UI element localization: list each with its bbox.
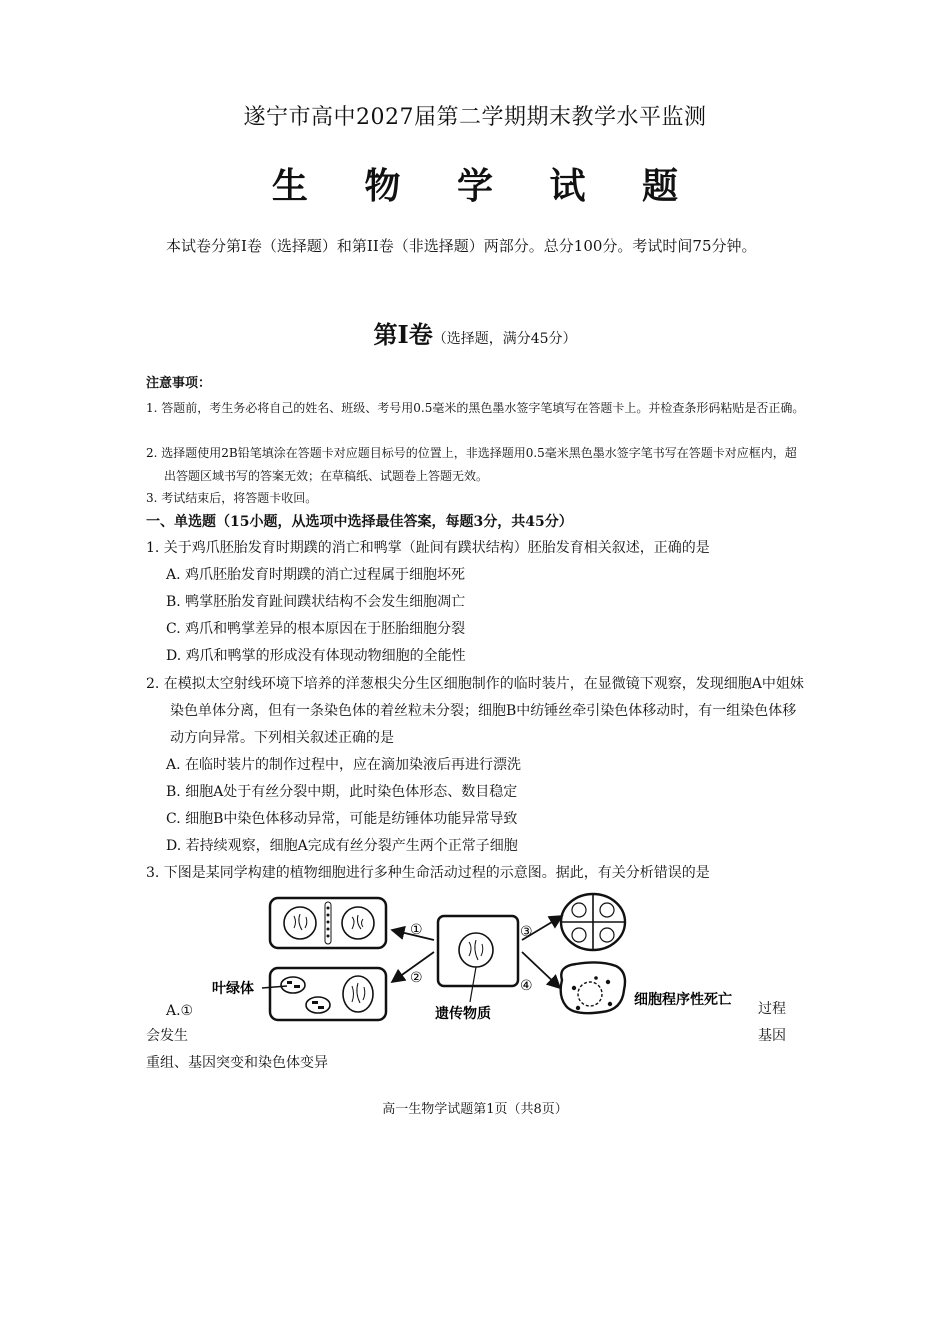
q3-option-a-start: A.① <box>166 1003 194 1019</box>
apoptotic-cell <box>561 962 625 1013</box>
page-footer: 高一生物学试题第1页（共8页） <box>382 1102 568 1117</box>
note-item: 1. 答题前，考生务必将自己的姓名、班级、考号用0.5毫米的黑色墨水签字笔填写在答题卡上。并检查条形码粘贴是否正确。 <box>146 401 805 415</box>
mitosis-cell <box>270 898 386 948</box>
volume-heading <box>0 315 950 350</box>
question-option: C. 鸡爪和鸭掌差异的根本原因在于胚胎细胞分裂 <box>166 621 466 637</box>
q3-option-a-fragment: 过程 <box>758 1001 786 1017</box>
process-number-4: ④ <box>520 978 533 994</box>
note-item: 3. 考试结束后，将答题卡收回。 <box>146 491 318 505</box>
chloroplast-cell <box>270 968 386 1020</box>
q3-option-a-fragment: 会发生 <box>146 1028 188 1044</box>
volume-subtitle: （选择题，满分45分） <box>432 331 577 347</box>
process-number-3: ③ <box>520 924 533 940</box>
apoptosis-label: 细胞程序性死亡 <box>634 992 732 1008</box>
section-title: 一、单选题（15小题，从选项中选择最佳答案，每题3分，共45分） <box>146 514 573 530</box>
school-exam-title: 遂宁市高中2027届第二学期期末教学水平监测 <box>243 105 707 130</box>
q3-option-a-fragment: 基因 <box>758 1028 786 1044</box>
question-option: B. 鸭掌胚胎发育趾间蹼状结构不会发生细胞凋亡 <box>166 594 466 610</box>
subject-title: 生 物 学 试 题 <box>271 165 701 207</box>
question-option: B. 细胞A处于有丝分裂中期，此时染色体形态、数目稳定 <box>166 784 518 800</box>
q3-option-a-fragment: 重组、基因突变和染色体变异 <box>146 1055 328 1071</box>
question-option: C. 细胞B中染色体移动异常，可能是纺锤体功能异常导致 <box>166 811 518 827</box>
question-stem: 2. 在模拟太空射线环境下培养的洋葱根尖分生区细胞制作的临时装片，在显微镜下观察，发现细胞A中姐妹染色单体分离，但有一条染色体的着丝粒未分裂；细胞B中纺锤丝牵引染色体移动时，有一组染色体移动方向异常。下列相关叙述正确的是 <box>146 676 804 746</box>
volume-title: 第Ⅰ卷 <box>373 320 433 349</box>
process-number-1: ① <box>410 922 423 938</box>
question-stem: 3. 下图是某同学构建的植物细胞进行多种生命活动过程的示意图。据此，有关分析错误的是 <box>146 865 710 881</box>
intro-paragraph: 本试卷分第Ⅰ卷（选择题）和第II卷（非选择题）两部分。总分100分。考试时间75分钟。 <box>166 237 757 255</box>
process-number-2: ② <box>410 970 423 986</box>
cell-process-diagram <box>200 890 732 1030</box>
question-option: A. 在临时装片的制作过程中，应在滴加染液后再进行漂洗 <box>166 757 522 773</box>
chloroplast-label: 叶绿体 <box>212 981 254 997</box>
question-option: D. 若持续观察，细胞A完成有丝分裂产生两个正常子细胞 <box>166 838 518 854</box>
four-cell-group <box>561 894 625 950</box>
note-item: 2. 选择题使用2B铅笔填涂在答题卡对应题目标号的位置上，非选择题用0.5毫米黑色墨水签字笔书写在答题卡对应框内，超出答题区域书写的答案无效；在草稿纸、试题卷上答题无效。 <box>146 446 797 483</box>
center-cell <box>438 916 518 986</box>
genetic-material-label: 遗传物质 <box>435 1006 491 1022</box>
question-option: A. 鸡爪胚胎发育时期蹼的消亡过程属于细胞坏死 <box>166 567 466 583</box>
notes-title: 注意事项： <box>146 376 212 391</box>
question-stem: 1. 关于鸡爪胚胎发育时期蹼的消亡和鸭掌（趾间有蹼状结构）胚胎发育相关叙述，正确的是 <box>146 540 710 556</box>
question-option: D. 鸡爪和鸭掌的形成没有体现动物细胞的全能性 <box>166 648 466 664</box>
